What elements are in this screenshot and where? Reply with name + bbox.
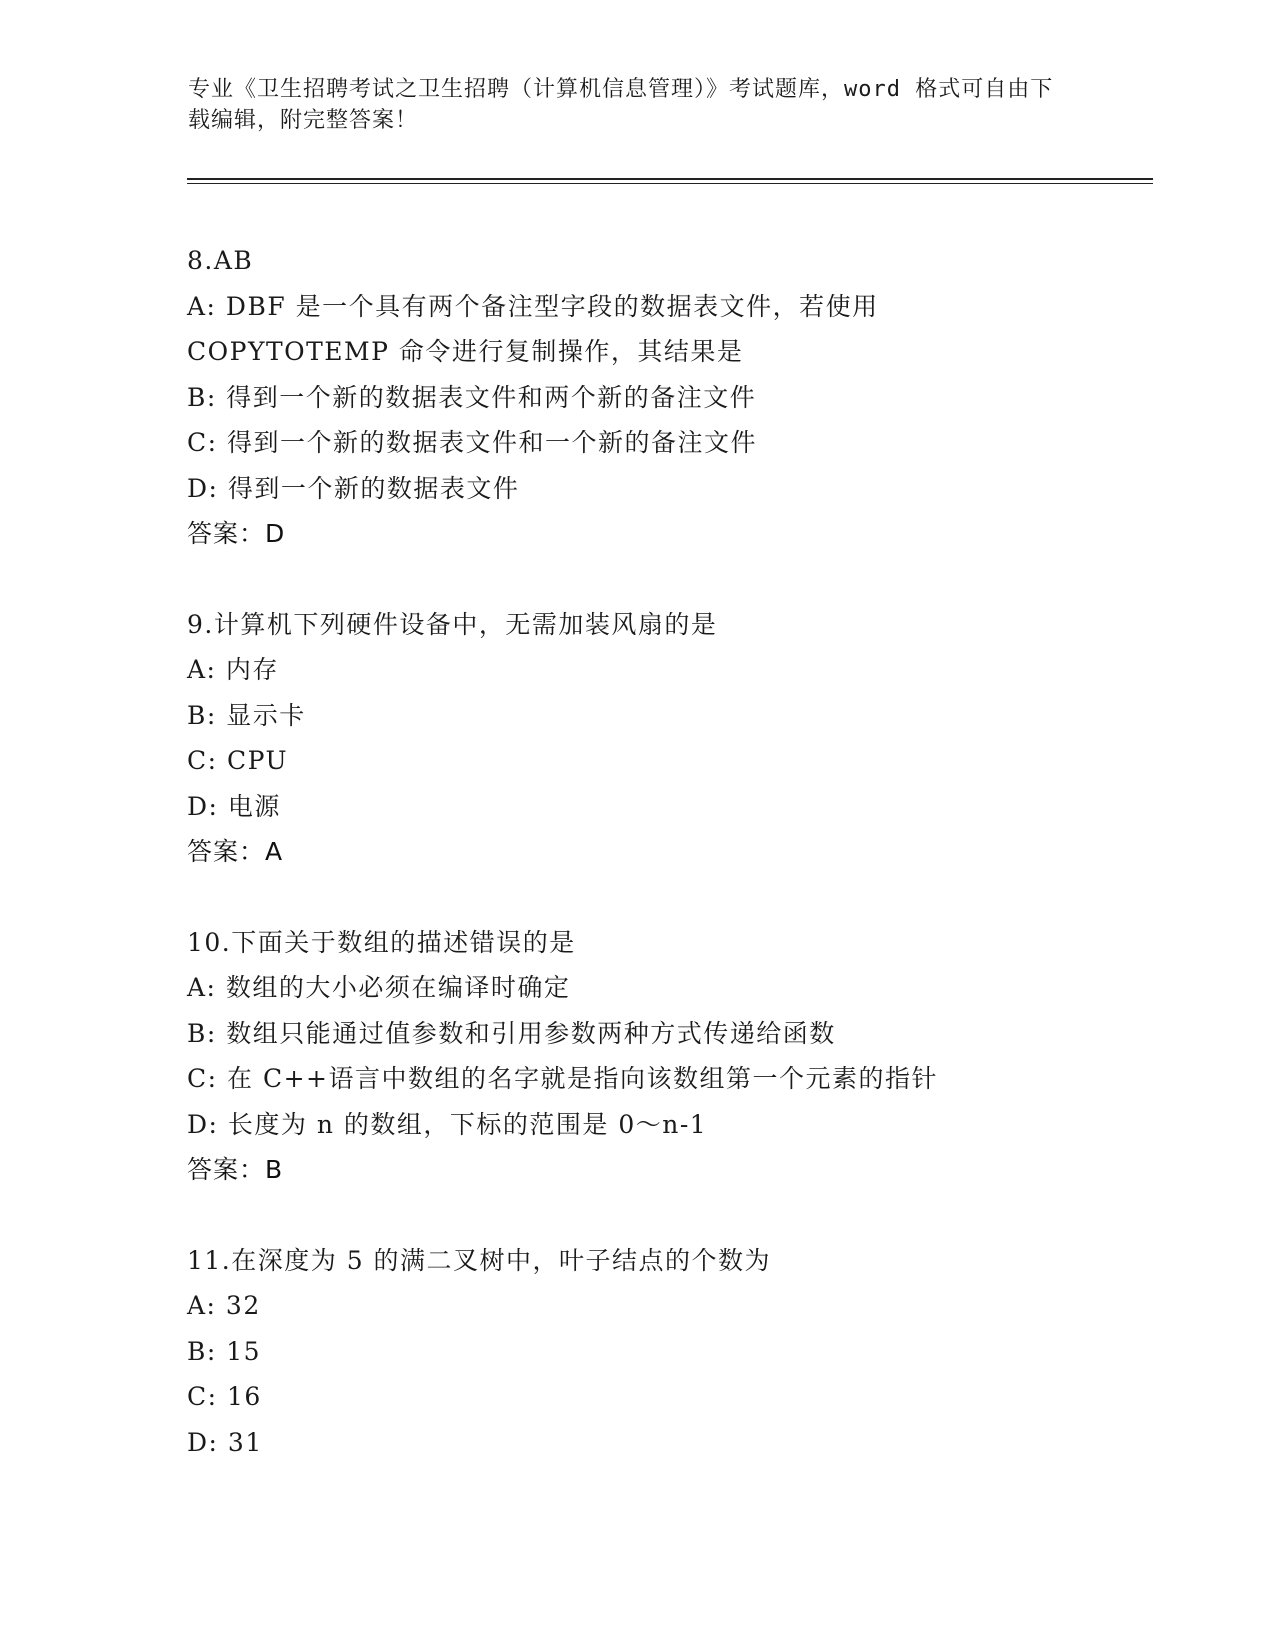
- question-11: [187, 1238, 1147, 1466]
- question-stem: 11.在深度为 5 的满二叉树中，叶子结点的个数为: [187, 1245, 772, 1275]
- option-d: D: 31: [187, 1427, 263, 1457]
- option-a: A: 32: [187, 1291, 261, 1320]
- option-c: C: CPU: [187, 746, 289, 775]
- option-d: D: 长度为 n 的数组，下标的范围是 0～n-1: [187, 1109, 708, 1139]
- option-a: A: DBF 是一个具有两个备注型字段的数据表文件，若使用 COPYTOTEMP 命令进行复制操作，其结果是: [187, 291, 879, 366]
- question-10: [187, 920, 1147, 1193]
- question-9: [187, 602, 1147, 875]
- header-divider-bottom: [187, 183, 1153, 184]
- option-b: B: 显示卡: [187, 700, 306, 730]
- question-stem: 8.AB: [187, 246, 254, 275]
- option-d: D: 电源: [187, 791, 281, 821]
- option-c: C: 16: [187, 1382, 262, 1411]
- answer-label: 答案：B: [187, 1155, 284, 1184]
- option-d: D: 得到一个新的数据表文件: [187, 473, 520, 503]
- question-list: [187, 238, 1147, 1510]
- header-divider-top: [187, 178, 1153, 180]
- answer-label: 答案：A: [187, 837, 284, 866]
- document-header: 专业《卫生招聘考试之卫生招聘（计算机信息管理）》考试题库，word 格式可自由下载编辑，附完整答案！: [188, 77, 1054, 133]
- question-stem: 10.下面关于数组的描述错误的是: [187, 927, 576, 957]
- option-c: C: 得到一个新的数据表文件和一个新的备注文件: [187, 428, 757, 457]
- answer-label: 答案：D: [187, 519, 286, 548]
- question-8: [187, 238, 1147, 557]
- option-a: A: 数组的大小必须在编译时确定: [187, 973, 571, 1002]
- option-b: B: 数组只能通过值参数和引用参数两种方式传递给函数: [187, 1018, 836, 1048]
- option-a: A: 内存: [187, 655, 279, 684]
- option-b: B: 得到一个新的数据表文件和两个新的备注文件: [187, 382, 757, 412]
- option-b: B: 15: [187, 1336, 262, 1366]
- question-stem: 9.计算机下列硬件设备中，无需加装风扇的是: [187, 609, 718, 639]
- option-c: C: 在 C++语言中数组的名字就是指向该数组第一个元素的指针: [187, 1064, 938, 1093]
